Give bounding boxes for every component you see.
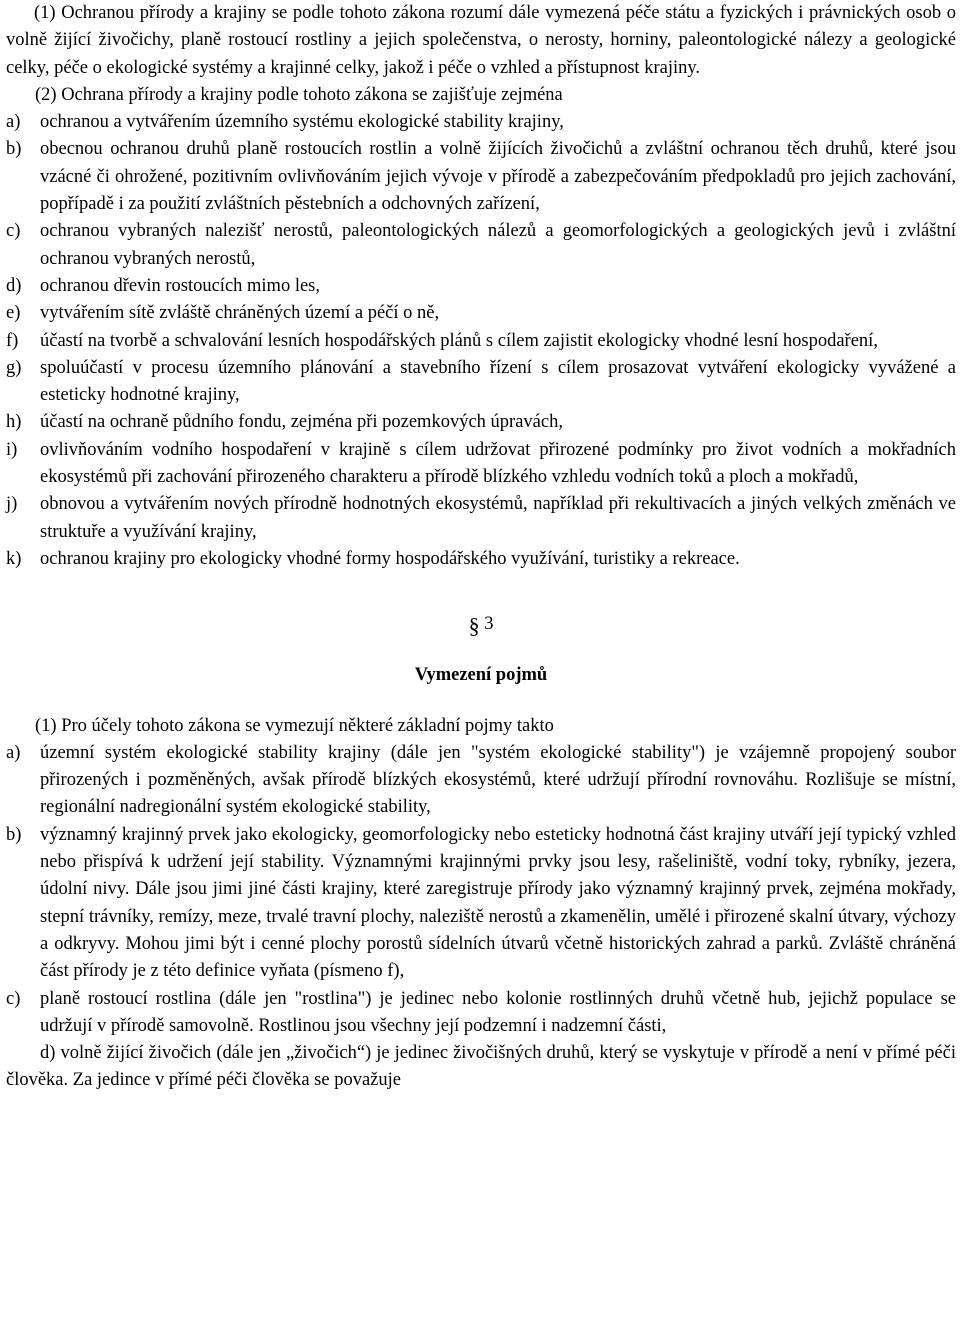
list-item (6, 437, 956, 492)
list-item-text: ochranou krajiny pro ekologicky vhodné formy hospodářského využívání, turistiky a rekreace. (40, 548, 740, 569)
section-title: Vymezení pojmů (414, 665, 548, 686)
list-item (6, 136, 956, 218)
list-item-marker: a) (6, 742, 21, 763)
list-item-marker: j) (6, 494, 18, 515)
list-item-text: ovlivňováním vodního hospodaření v krajině s cílem udržovat přirozené podmínky pro život vodních a mokřadních ekosystémů při zachování přirozeného charakteru a přírodě blízkého vzhledu vodních toků a ploch a mokřadů, (40, 439, 956, 488)
list-item-text: spoluúčastí v procesu územního plánování a stavebního řízení s cílem prosazovat vytváření ekologicky vyvážené a esteticky hodnotné krajiny, (40, 357, 956, 406)
list-item (6, 491, 956, 546)
list-item-marker: c) (6, 988, 21, 1009)
list-item-marker: b) (6, 824, 22, 845)
paragraph-protection-definition: (1) Ochranou přírody a krajiny se podle tohoto zákona rozumí dále vymezená péče státu a fyzických i právnických osob o volně žijící živočichy, planě rostoucí rostliny a jejich společenstva, o nerosty, horniny, paleontologické nálezy a geologické celky, péče o ekologické systémy a krajinné celky, jakož i péče o vzhled a přístupnost krajiny. (6, 3, 956, 78)
list-item-marker: c) (6, 221, 21, 242)
list-item (6, 355, 956, 410)
definitions-list (6, 740, 956, 1040)
list-item-marker: g) (6, 357, 22, 378)
list-item-text: významný krajinný prvek jako ekologicky, geomorfologicky nebo esteticky hodnotná část krajiny utváří její typický vzhled nebo přispívá k udržení její stability. Významnými krajinnými prvky jsou lesy, rašeliniště, vodní toky, rybníky, jezera, údolní nivy. Dále jsou jimi jiné části krajiny, které zaregistruje přírody jako významný krajinný prvek, zejména mokřady, stepní trávníky, remízy, meze, trvalé travní plochy, naleziště nerostů a zkamenělin, umělé i přirozené skalní útvary, výchozy a odkryvy. Mohou jimi být i cenné plochy porostů sídelních útvarů včetně historických zahrad a parků. Zvláště chráněná část přírody je z této definice vyňata (písmeno f), (40, 824, 956, 982)
section-number-value: 3 (484, 614, 494, 635)
list-item-text: účastí na ochraně půdního fondu, zejména při pozemkových úpravách, (40, 412, 563, 433)
list-item-marker: a) (6, 112, 21, 133)
definition-item-d: d) volně žijící živočich (dále jen „živočich“) je jedinec živočišných druhů, který se vyskytuje v přírodě a není v přímé péči člověka. Za jedince v přímé péči člověka se považuje (6, 1043, 956, 1091)
list-item-marker: d) (6, 275, 22, 296)
list-item-marker: k) (6, 548, 22, 569)
list-item-text: ochranou dřevin rostoucích mimo les, (40, 275, 321, 296)
protection-means-list (6, 109, 956, 573)
list-item-marker: h) (6, 412, 22, 433)
document-page (6, 0, 956, 1095)
list-item-marker: e) (6, 303, 21, 324)
list-item-marker: f) (6, 330, 19, 351)
list-item-text: účastí na tvorbě a schvalování lesních hospodářských plánů s cílem zajistit ekologicky vhodné lesní hospodaření, (40, 330, 878, 351)
list-item-text: planě rostoucí rostlina (dále jen "rostlina") je jedinec nebo kolonie rostlinných druhů včetně hub, jejichž populace se udržují v přírodě samovolně. Rostlinou jsou všechny její podzemní i nadzemní části, (40, 988, 956, 1036)
list-item (6, 109, 956, 136)
list-item (6, 300, 956, 327)
list-item (6, 546, 956, 573)
paragraph-definitions-intro: (1) Pro účely tohoto zákona se vymezují některé základní pojmy takto (35, 715, 554, 736)
list-item-marker: b) (6, 139, 22, 160)
list-item-marker: i) (6, 439, 18, 460)
list-item (6, 273, 956, 300)
section-number (6, 611, 956, 638)
list-item (6, 986, 956, 1041)
paragraph-protection-means-intro: (2) Ochrana přírody a krajiny podle tohoto zákona se zajišťuje zejména (35, 84, 563, 105)
section-sign: § (468, 613, 480, 639)
list-item (6, 409, 956, 436)
list-item-text: ochranou a vytvářením územního systému ekologické stability krajiny, (40, 112, 564, 133)
list-item (6, 822, 956, 986)
list-item (6, 218, 956, 273)
list-item-text: územní systém ekologické stability krajiny (dále jen "systém ekologické stability") je vzájemně propojený soubor přirozených i pozměněných, avšak přírodě blízkých ekosystémů, které udržují přírodní rovnováhu. Rozlišuje se místní, regionální nadregionální systém ekologické stability, (40, 742, 956, 818)
list-item (6, 740, 956, 822)
list-item (6, 328, 956, 355)
list-item-text: obnovou a vytvářením nových přírodně hodnotných ekosystémů, například při rekultivacích a jiných velkých změnách ve struktuře a využívání krajiny, (40, 494, 956, 542)
list-item-text: obecnou ochranou druhů planě rostoucích rostlin a volně žijících živočichů a zvláštní ochranou těch druhů, které jsou vzácné či ohrožené, pozitivním ovlivňováním jejich vývoje v přírodě a zabezpečováním předpokladů pro jejich zachování, popřípadě i za použití zvláštních pěstebních a odchovných zařízení, (40, 139, 956, 215)
list-item-text: ochranou vybraných nalezišť nerostů, paleontologických nálezů a geomorfologických a geologických jevů i zvláštní ochranou vybraných nerostů, (40, 221, 956, 269)
list-item-text: vytvářením sítě zvláště chráněných území a péčí o ně, (40, 303, 440, 324)
